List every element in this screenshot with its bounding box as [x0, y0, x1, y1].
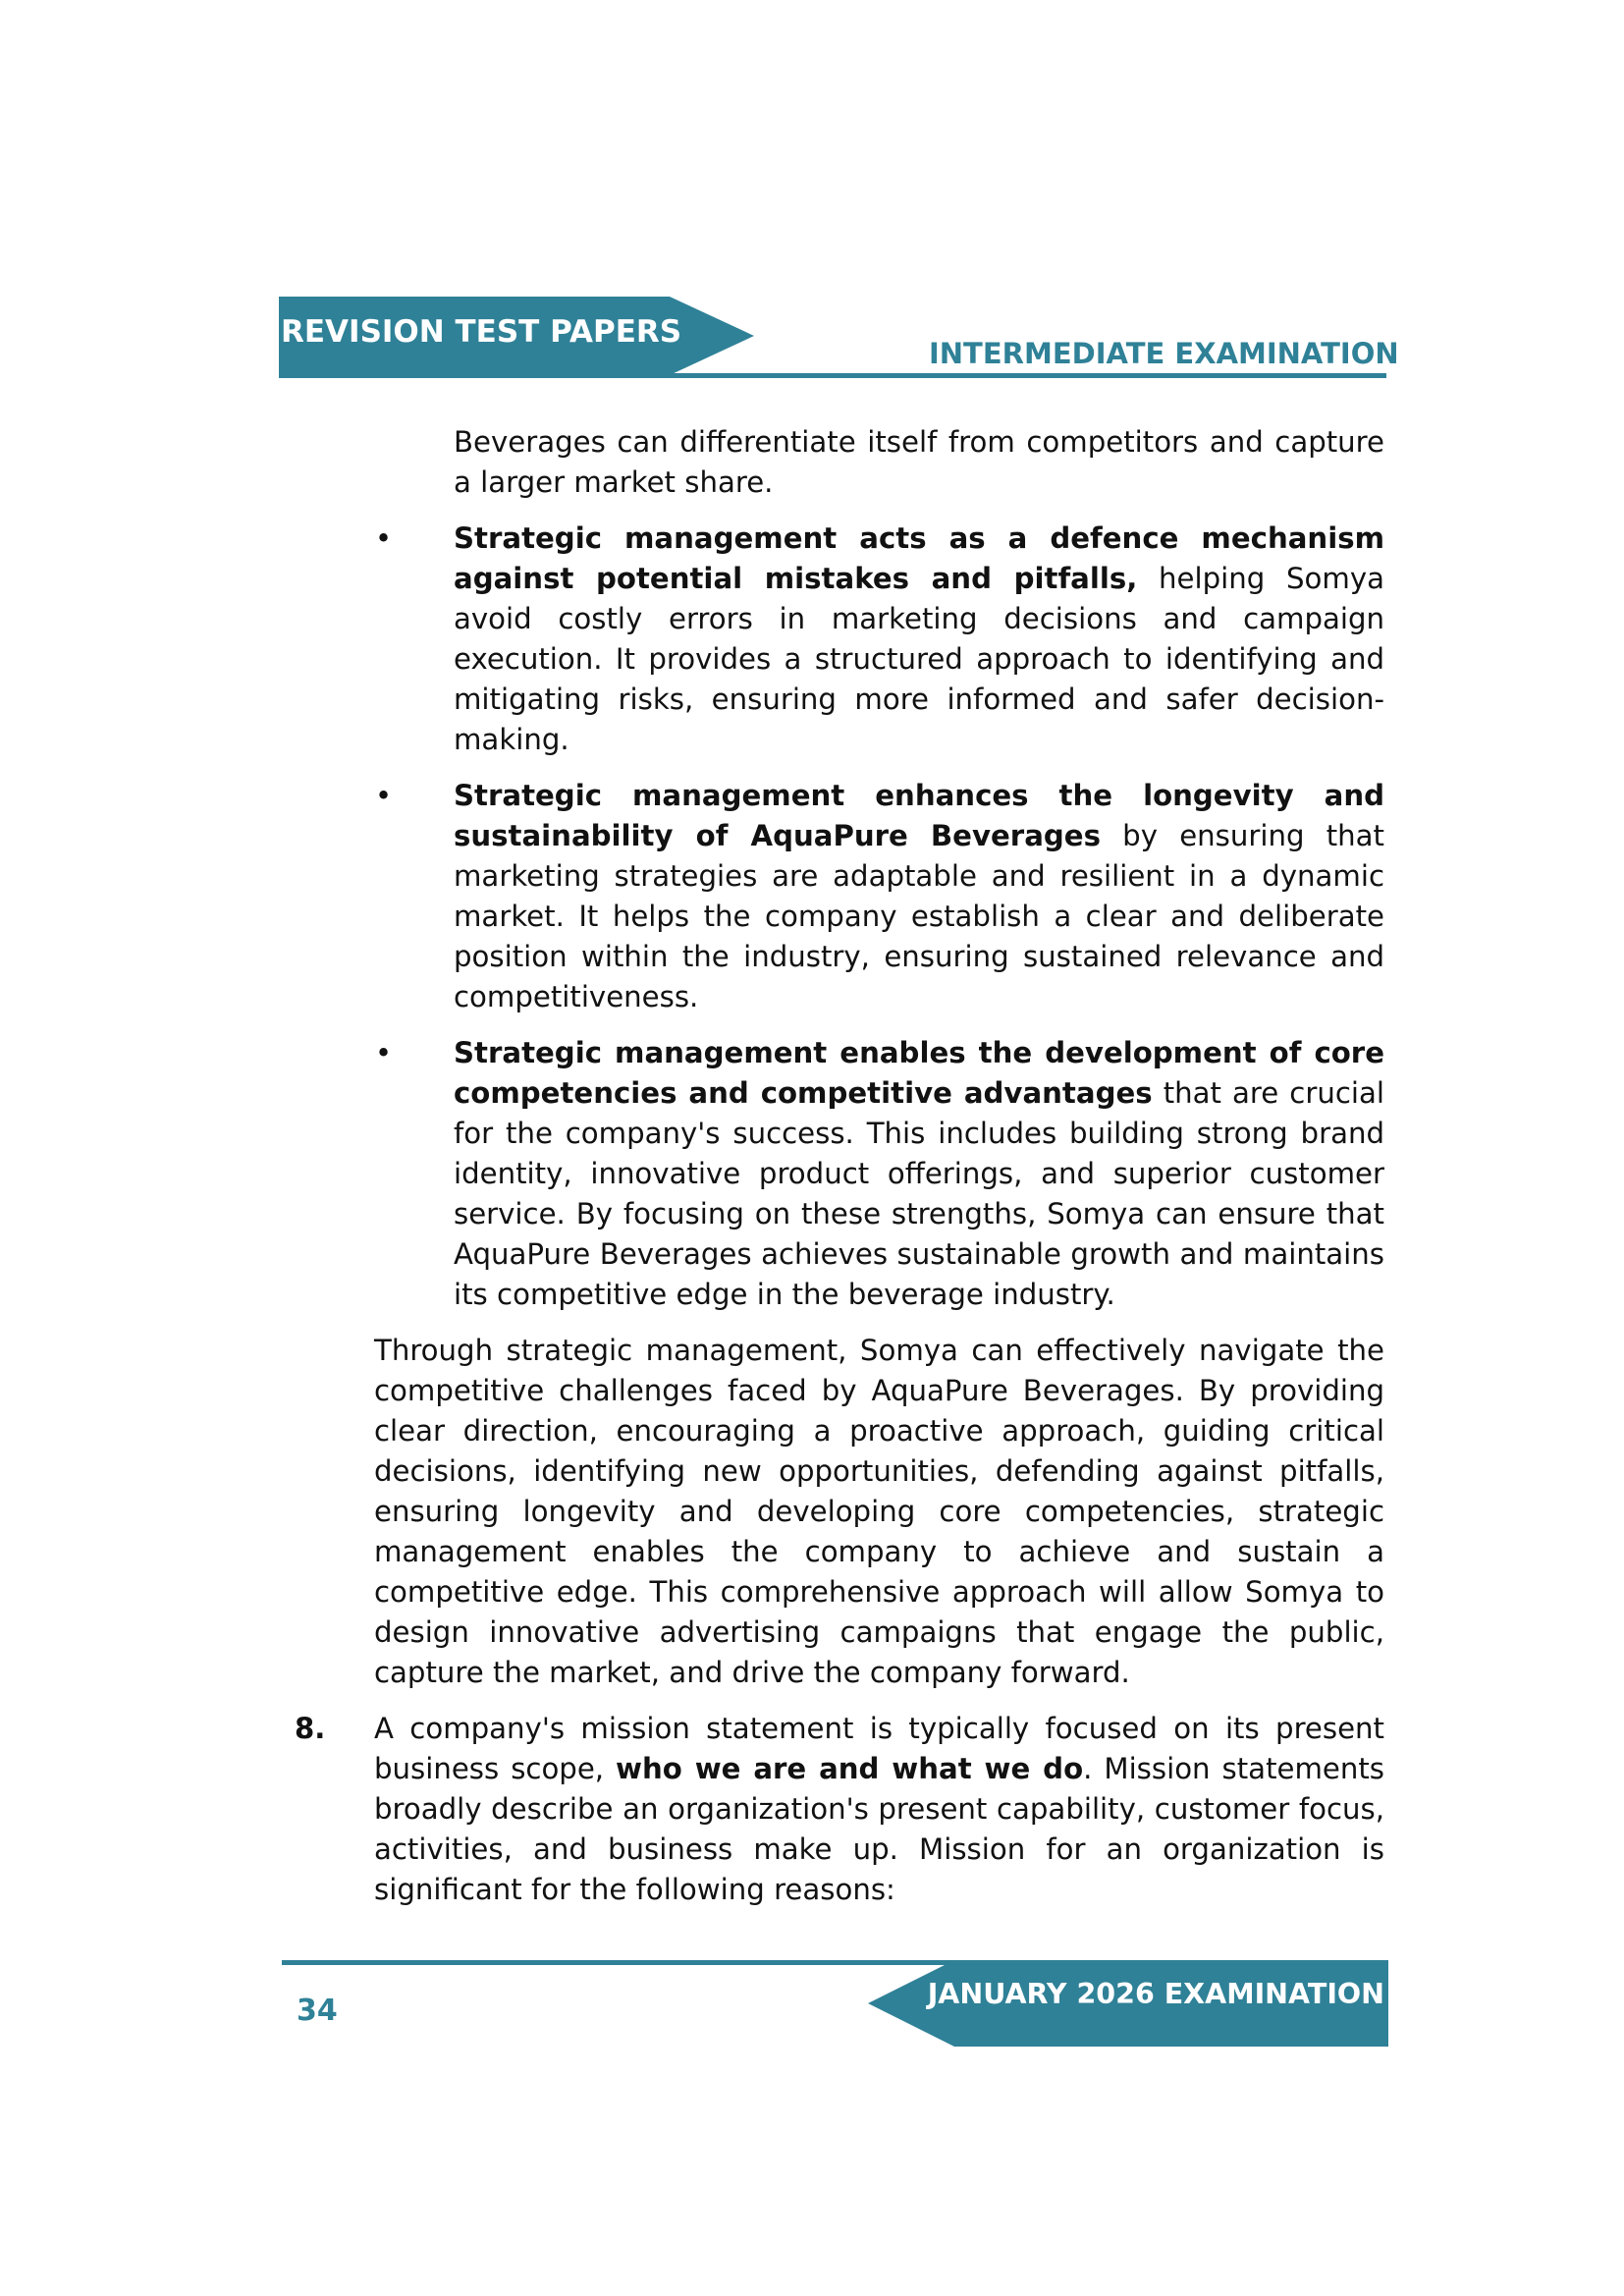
- bullet-text: [454, 519, 1384, 760]
- bullet-bold-text: Strategic management acts as a defence mechanism against potential mistakes and pitfalls,: [454, 521, 1384, 595]
- footer-exam-tab: [868, 1960, 1388, 2047]
- page-number: 34: [297, 1994, 338, 2028]
- bullet-item: [375, 519, 1384, 760]
- question-bold-text: who we are and what we do: [616, 1752, 1084, 1785]
- question-text-after: . Mission statements broadly describe an organization's present capability, customer focus, activities, and business make up. Mission for an organization is significant for the following reasons:: [374, 1752, 1385, 1906]
- bullet-item: [375, 1033, 1384, 1315]
- bullet-icon: •: [375, 1036, 393, 1069]
- bullet-body-text: by ensuring that marketing strategies are adaptable and resilient in a dynamic market. It helps the company establish a clear and deliberate position within the industry, ensuring sustained relevance and competitiveness.: [454, 819, 1384, 1013]
- bullet-icon: •: [375, 521, 393, 555]
- footer-exam-title: JANUARY 2026 EXAMINATION: [927, 1978, 1384, 2010]
- bullet-bold-text: Strategic management enables the development of core competencies and competitive advantages: [454, 1036, 1384, 1110]
- bullet-text: [454, 776, 1384, 1017]
- question-text: [374, 1709, 1384, 1910]
- header-right-title: INTERMEDIATE EXAMINATION: [929, 337, 1399, 370]
- summary-paragraph: Through strategic management, Somya can effectively navigate the competitive challenges faced by AquaPure Beverages. By providing clear direction, encouraging a proactive approach, guiding critical decisions, identifying new opportunities, defending against pitfalls, ensuring longevity and developing core competencies, strategic management enables the company to achieve and sustain a competitive edge. This comprehensive approach will allow Somya to design innovative advertising campaigns that engage the public, capture the market, and drive the company forward.: [374, 1334, 1384, 1689]
- header-divider: [279, 373, 1386, 378]
- bullet-text: [454, 1033, 1384, 1315]
- page-content: [295, 422, 1384, 1910]
- question-number: 8.: [295, 1712, 326, 1745]
- bullet-bold-text: Strategic management enhances the longevity and sustainability of AquaPure Beverages: [454, 779, 1384, 852]
- question-8: [295, 1709, 1385, 1910]
- question-text-before: A company's mission statement is typically focused on its present business scope,: [374, 1712, 1384, 1785]
- header-left-title: REVISION TEST PAPERS: [281, 314, 682, 350]
- continuation-paragraph: Beverages can differentiate itself from competitors and capture a larger market share.: [454, 425, 1384, 499]
- bullet-icon: •: [375, 779, 393, 812]
- bullet-item: [375, 776, 1384, 1017]
- header-title-tab: [279, 297, 754, 375]
- bullet-body-text: that are crucial for the company's success. This includes building strong brand identity, innovative product offerings, and superior customer service. By focusing on these strengths, Somya can ensure that AquaPure Beverages achieves sustainable growth and maintains its competitive edge in the beverage industry.: [454, 1076, 1384, 1311]
- bullet-body-text: helping Somya avoid costly errors in marketing decisions and campaign execution. It provides a structured approach to identifying and mitigating risks, ensuring more informed and safer decision-making.: [454, 562, 1384, 756]
